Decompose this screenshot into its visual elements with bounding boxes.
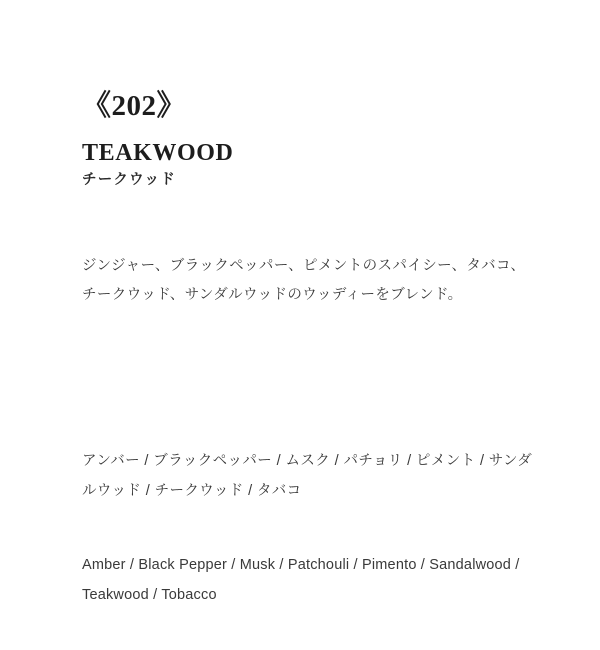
fragrance-notes-english: Amber / Black Pepper / Musk / Patchouli / Pimento / Sandalwood / Teakwood / Tobacco bbox=[82, 557, 520, 604]
product-number: 《202》 bbox=[82, 90, 187, 122]
product-name-japanese: チークウッド bbox=[82, 172, 176, 188]
product-name-english: TEAKWOOD bbox=[82, 140, 234, 166]
fragrance-notes-japanese: アンバー / ブラックペッパー / ムスク / パチョリ / ピメント / サンダルウッド / チークウッド / タバコ bbox=[82, 453, 533, 500]
product-description: ジンジャー、ブラックペッパー、ピメントのスパイシー、タバコ、チークウッド、サンダルウッドのウッディーをブレンド。 bbox=[82, 258, 526, 303]
